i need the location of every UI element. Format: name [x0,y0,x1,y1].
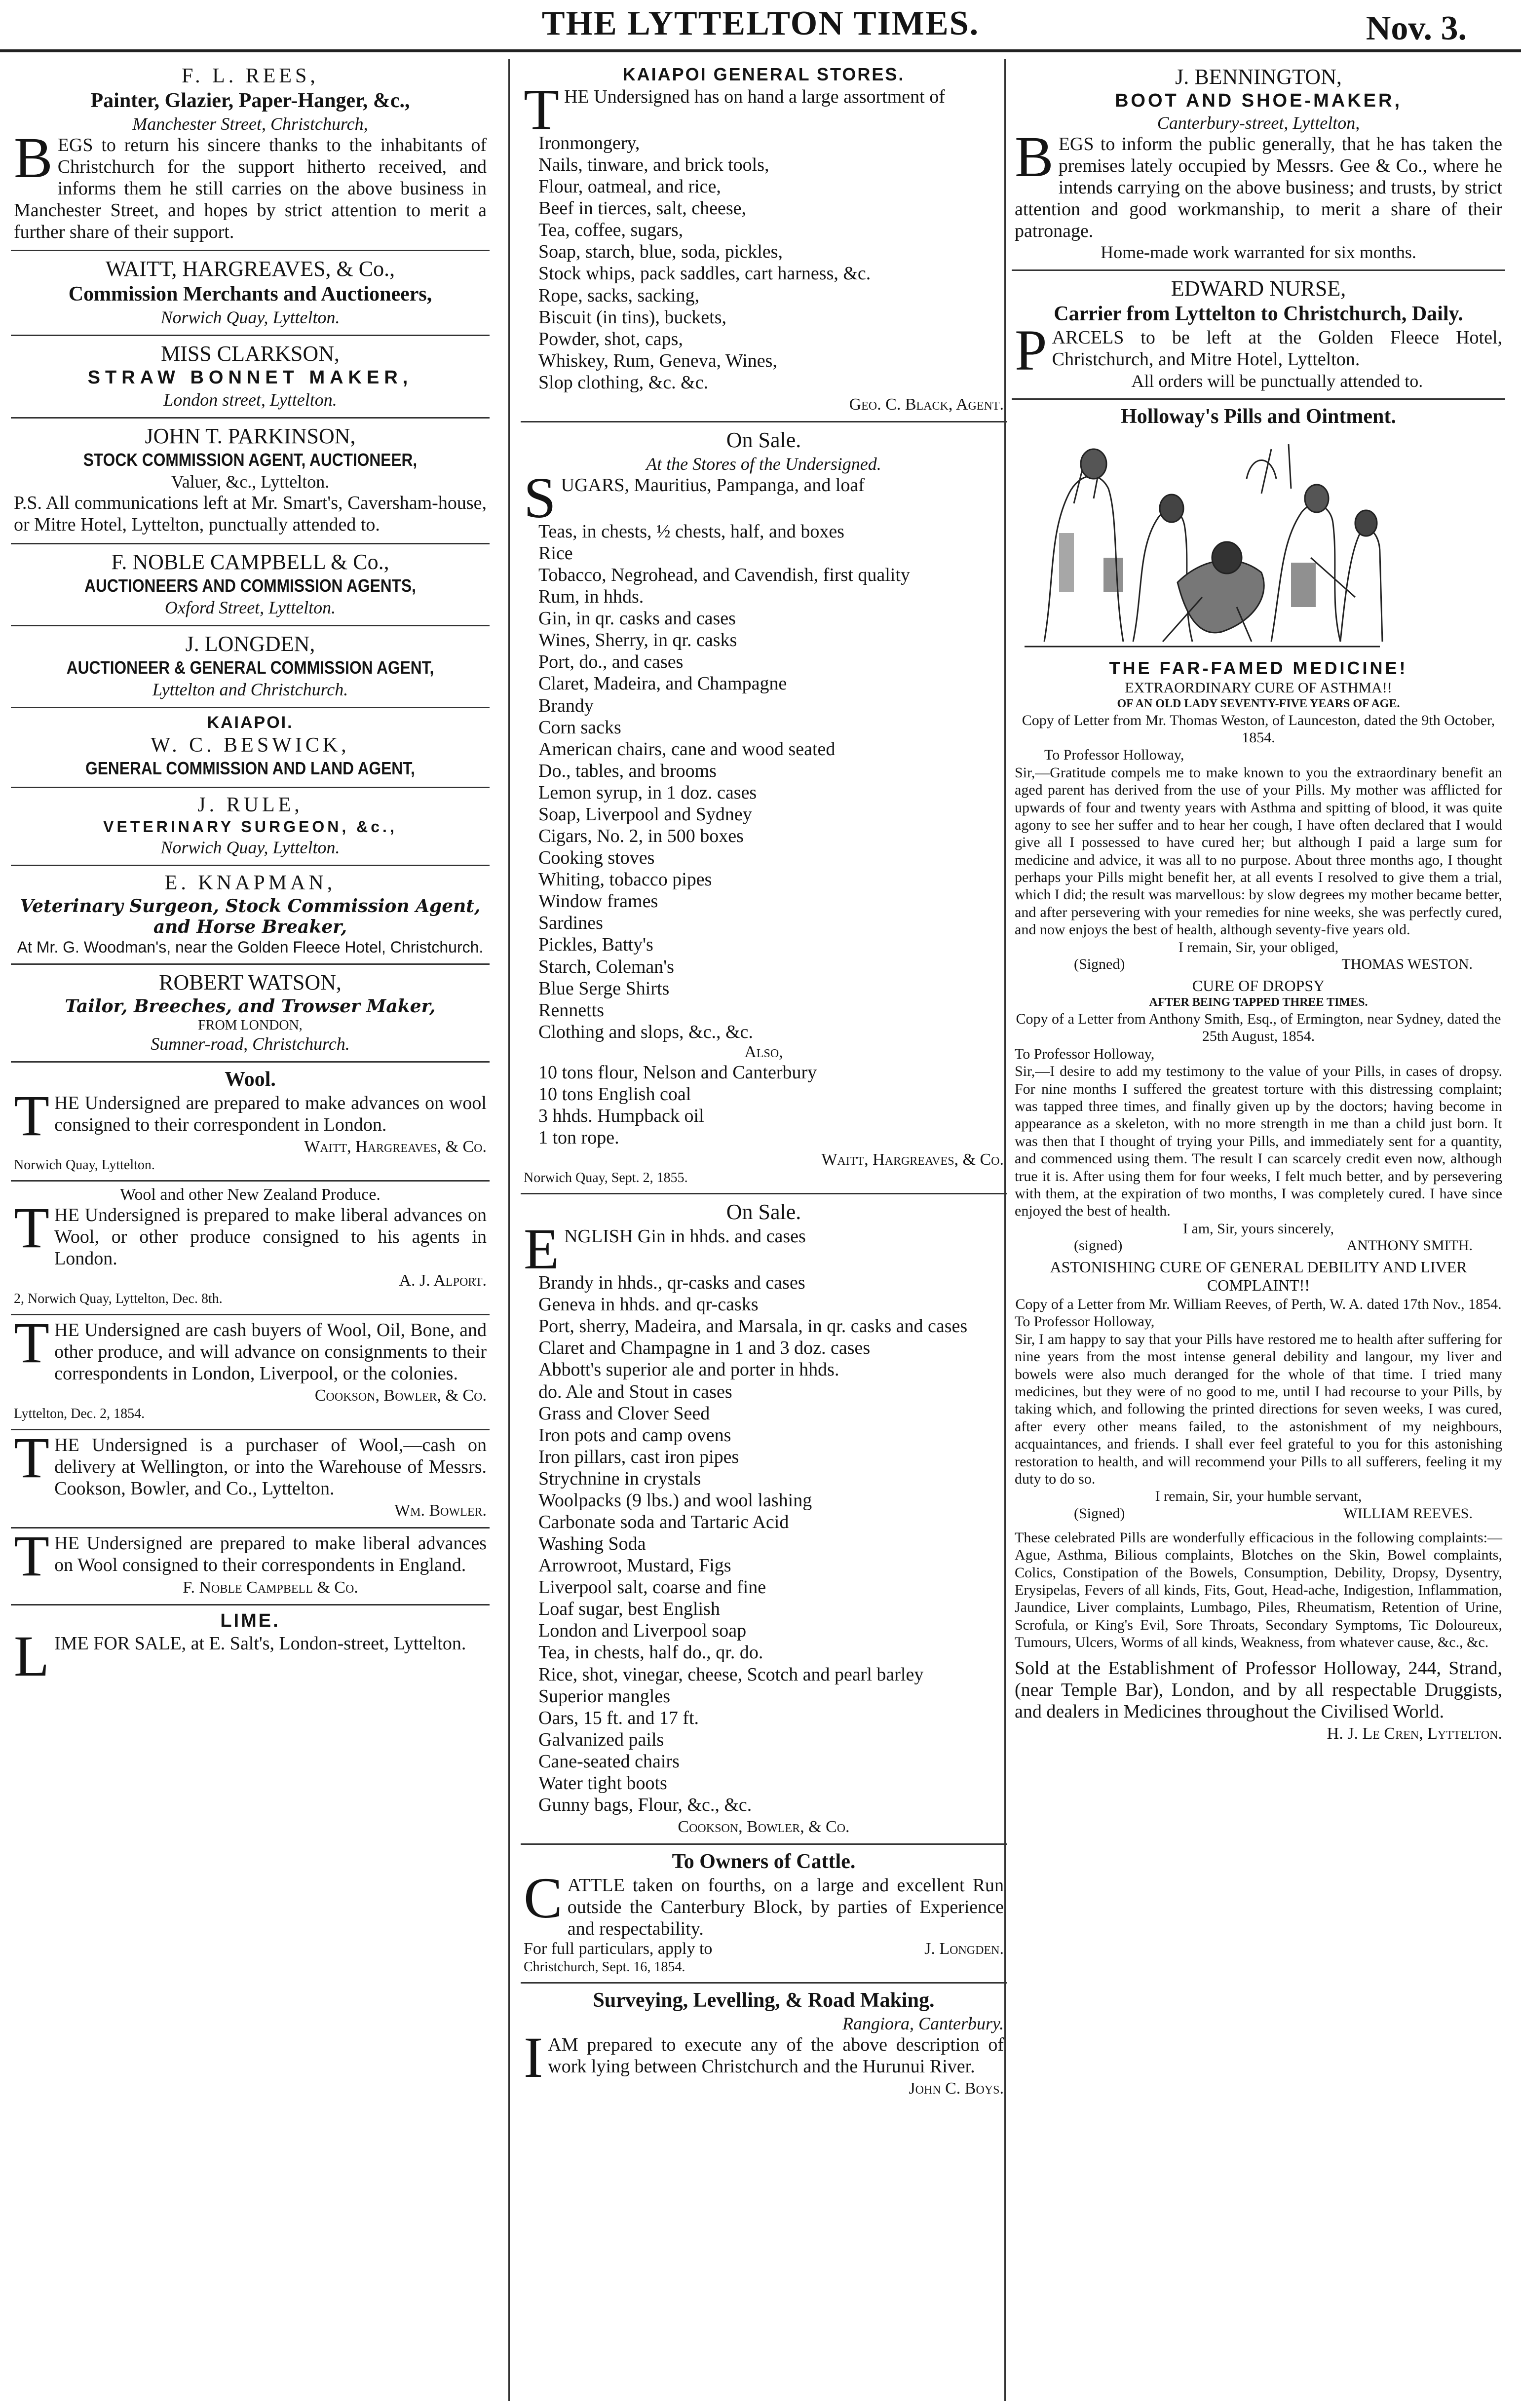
ad-line: FROM LONDON, [198,1017,303,1033]
signed-label: (signed) [1074,1237,1123,1254]
list-item: Ironmongery, [538,133,640,153]
ad-watson [11,965,490,1063]
ad-subtitle: Painter, Glazier, Paper-Hanger, &c., [90,89,410,112]
column-1 [11,59,490,2401]
ad-rees [11,59,490,251]
drop-cap: L [14,1623,50,1688]
testimonial-body: Sir,—Gratitude compels me to make known to you the extraordinary benefit an aged parent has derived from the use of your Pills. My mother was afflicted for upwards of four and twenty years with Asthma and spitting of blood, it was quite agony to see her suffer and to hear her cough, I have often declared that I would give all I possessed to have cured her; but although I paid a large sum for medicine and advice, it was all to no purpose. About three months ago, I thought perhaps your Pills might benefit her, at all events I resolved to give them a trial, which I did; the result was marvellous: by slow degrees my mother became better, and after persevering with your remedies for nine weeks, she was perfectly cured, and now enjoys the best of health, although seventy-five years old. [1015,764,1502,938]
ad-body: HE Undersigned is prepared to make liberal advances on Wool, or other produce consigned to his agents in London. [54,1204,487,1269]
list-item: Carbonate soda and Tartaric Acid [538,1511,789,1532]
ad-subtitle: Veterinary Surgeon, Stock Commission Agent, and Horse Breaker, [20,895,481,937]
testimonial-body: Sir, I am happy to say that your Pills have restored me to health after suffering for nine years from the most intense general debility and langour, my liver and bowels were also much deranged for the whole of that time. I tried many medicines, but they were of no good to me, until I had recourse to your Pills, by taking which, and following the printed directions for seven weeks, I was cured, after every other means failed, to the astonishment of my neighbours, acquaintances, and friends. I shall ever feel grateful to you for this astonishing restoration to health, and will recommend your Pills to all sufferers, feeling it my duty to do so. [1015,1331,1502,1487]
masthead-rule [0,49,1521,52]
ad-title: E. KNAPMAN, [164,871,336,894]
drop-cap: B [14,125,53,190]
ad-address: Norwich Quay, Lyttelton. [160,837,340,857]
drop-cap: S [524,465,556,530]
list-item: Gunny bags, Flour, &c., &c. [538,1795,752,1815]
ad-subtitle: STRAW BONNET MAKER, [87,367,413,388]
column-2 [521,59,1007,2401]
list-item: Pickles, Batty's [538,934,653,956]
ad-signature: Geo. C. Black, Agent. [849,395,1004,414]
list-item: Tea, in chests, half do., qr. do. [538,1642,763,1663]
ad-title: F. L. REES, [182,65,319,87]
ad-body: ATTLE taken on fourths, on a large and excellent Run outside the Canterbury Block, by parties of Experience and respectability. [567,1875,1004,1940]
ad-clarkson [11,336,490,419]
ad-subheading: Rangiora, Canterbury. [842,2014,1004,2034]
testimonial-close: I remain, Sir, your humble servant, [1155,1488,1362,1505]
ad-lime [11,1605,490,1688]
ad-body: P.S. All communications left at Mr. Smart's, Caversham-house, or Mitre Hotel, Lyttelton, punctually attended to. [14,493,487,535]
signer-name: ANTHONY SMITH. [1346,1237,1473,1254]
testimonial-signature [1015,956,1502,973]
ad-note: Home-made work warranted for six months. [1101,242,1416,263]
drop-cap: T [14,1524,50,1589]
ad-subtitle: STOCK COMMISSION AGENT, AUCTIONEER, [83,450,418,470]
list-item: 10 tons flour, Nelson and Canterbury [538,1062,817,1083]
ad-title: J. LONGDEN, [185,631,315,656]
ad-body: At Mr. G. Woodman's, near the Golden Fleece Hotel, Christchurch. [17,938,484,956]
ad-heading: On Sale. [726,1200,801,1224]
ad-title: F. NOBLE CAMPBELL & Co., [111,549,389,574]
list-item: Tobacco, Negrohead, and Cavendish, first quality [538,565,910,586]
testimonial-heading: ASTONISHING CURE OF GENERAL DEBILITY AND LIVER COMPLAINT!! [1050,1258,1467,1295]
ad-heading: Wool. [225,1068,276,1091]
ad-heading: Surveying, Levelling, & Road Making. [593,1989,935,2012]
list-item: Cooking stoves [538,847,655,869]
ad-bennington [1012,59,1505,271]
ad-body: EGS to inform the public generally, that he has taken the premises lately occupied by Messrs. Gee & Co., where he intends carrying on the above business; and trusts, by strict attention and good workmanship, to merit a share of their patronage. [1015,134,1502,242]
list-item: Sardines [538,913,603,934]
ad-body: AM prepared to execute any of the above description of work lying between Christchurch and the Hurunui River. [548,2034,1004,2077]
drop-cap: T [14,1195,50,1260]
apply-text: For full particulars, apply to [524,1940,713,1958]
ad-signature: Waitt, Hargreaves, & Co. [304,1137,487,1156]
local-agent: H. J. Le Cren, Lyttelton. [1327,1724,1502,1743]
list-item: London and Liverpool soap [538,1620,747,1642]
issue-date: Nov. 3. [1366,9,1467,47]
newspaper-title: THE LYTTELTON TIMES. [541,4,980,42]
testimonial-salutation: To Professor Holloway, [1015,1313,1155,1330]
list-item: Biscuit (in tins), buckets, [538,306,727,328]
ad-heading: LIME. [220,1610,280,1631]
list-item: Brandy [538,695,594,716]
list-item: Rice [538,543,573,564]
ad-place: Christchurch, Sept. 16, 1854. [524,1959,685,1975]
ad-title: W. C. BESWICK, [151,733,350,757]
list-item: Port, do., and cases [538,651,684,673]
list-item: 1 ton rope. [538,1127,619,1148]
also-label: Also, [744,1042,783,1061]
testimonial-heading: CURE OF DROPSY [1192,977,1325,995]
ad-body: ARCELS to be left at the Golden Fleece Hotel, Christchurch, and Mitre Hotel, Lyttelton. [1052,327,1502,370]
ad-on-sale-waitt [521,422,1007,1194]
list-item: Galvanized pails [538,1729,664,1750]
ad-signature: Cookson, Bowler, & Co. [678,1818,850,1836]
ad-title: WAITT, HARGREAVES, & Co., [105,257,395,281]
ad-signature: Wm. Bowler. [394,1501,487,1520]
ad-title: ROBERT WATSON, [159,970,342,994]
list-item: Soap, starch, blue, soda, pickles, [538,241,783,263]
ad-title: J. RULE, [197,793,303,816]
testimonial-close: I am, Sir, yours sincerely, [1183,1220,1334,1237]
ad-subtitle: Tailor, Breeches, and Trowser Maker, [65,995,436,1017]
ad-signature: J. Longden. [924,1940,1004,1958]
list-item: Clothing and slops, &c., &c. [538,1021,753,1042]
list-item: Stock whips, pack saddles, cart harness, &c. [538,263,871,284]
apply-line [524,1940,1004,1958]
list-item: Whiting, tobacco pipes [538,869,712,890]
column-rule-1 [508,59,510,2401]
list-item: UGARS, Mauritius, Pampanga, and loaf [561,474,865,496]
banner: THE FAR-FAMED MEDICINE! [1109,657,1408,678]
drop-cap: T [524,77,560,142]
list-item: Liverpool salt, coarse and fine [538,1577,766,1598]
list-item: Cane-seated chairs [538,1751,680,1772]
list-item: Rennetts [538,999,604,1021]
list-item: Port, sherry, Madeira, and Marsala, in qr. casks and cases [538,1316,968,1337]
ad-subheading: At the Stores of the Undersigned. [646,454,881,474]
ad-body: IME FOR SALE, at E. Salt's, London-street, Lyttelton. [54,1633,466,1654]
list-item: Iron pots and camp ovens [538,1424,731,1446]
ad-place: Norwich Quay, Sept. 2, 1855. [524,1170,688,1186]
ad-subtitle: Commission Merchants and Auctioneers, [68,283,432,306]
list-item: Iron pillars, cast iron pipes [538,1446,739,1467]
testimonial-copy-line: Copy of Letter from Mr. Thomas Weston, of Launceston, dated the 9th October, 1854. [1022,712,1495,746]
list-item: American chairs, cane and wood seated [538,738,836,760]
ad-heading: Wool and other New Zealand Produce. [120,1185,380,1204]
list-item: Gin, in qr. casks and cases [538,608,736,629]
ad-note: All orders will be punctually attended to. [1131,371,1423,391]
ad-kicker: KAIAPOI. [207,713,294,732]
testimonial-heading: EXTRAORDINARY CURE OF ASTHMA!! [1125,679,1392,696]
ad-signature: Waitt, Hargreaves, & Co. [821,1150,1004,1169]
list-item: Beef in tierces, salt, cheese, [538,198,746,219]
list-item: Window frames [538,891,658,912]
ad-noble-campbell [11,544,490,626]
ad-heading: On Sale. [726,427,801,452]
drop-cap: P [1015,318,1047,383]
ad-signature: Cookson, Bowler, & Co. [314,1386,487,1405]
ad-knapman [11,866,490,965]
ad-body: HE Undersigned is a purchaser of Wool,—cash on delivery at Wellington, or into the Warehouse of Messrs. Cookson, Bowler, and Co., Lyttelton. [54,1435,487,1499]
list-item: Rum, in hhds. [538,586,644,608]
ad-address: Oxford Street, Lyttelton. [164,597,336,617]
list-item: Do., tables, and brooms [538,760,717,781]
ad-title: J. BENNINGTON, [1175,65,1342,89]
list-item: Grass and Clover Seed [538,1403,710,1424]
ad-body: HE Undersigned are prepared to make liberal advances on Wool consigned to their correspondents in England. [54,1533,487,1576]
sold-at: Sold at the Establishment of Professor Holloway, 244, Strand, (near Temple Bar), London, and by all respectable Druggists, and dealers in Medicines throughout the Civilised World. [1015,1657,1502,1722]
ad-place: 2, Norwich Quay, Lyttelton, Dec. 8th. [14,1291,223,1306]
testimonial-subheading: AFTER BEING TAPPED THREE TIMES. [1149,996,1368,1009]
list-item: Abbott's superior ale and porter in hhds. [538,1359,839,1380]
drop-cap: T [14,1083,50,1148]
signer-name: THOMAS WESTON. [1341,956,1473,973]
ad-place: Norwich Quay, Lyttelton. [14,1157,155,1173]
list-item: Nails, tinware, and brick tools, [538,154,769,176]
signed-label: (Signed) [1074,1505,1125,1522]
list-item: Woolpacks (9 lbs.) and wool lashing [538,1490,812,1511]
ad-address: Manchester Street, Christchurch, [132,114,368,134]
column-3 [997,59,1505,2401]
list-item: do. Ale and Stout in cases [538,1381,732,1402]
testimonial-copy-line: Copy of a Letter from Anthony Smith, Esq., of Ermington, near Sydney, dated the 25th August, 1854. [1016,1011,1501,1045]
drop-cap: E [524,1217,560,1282]
ad-subtitle: Carrier from Lyttelton to Christchurch, Daily. [1054,303,1463,326]
list-item: Water tight boots [538,1772,667,1794]
list-item: Teas, in chests, ½ chests, half, and boxes [538,521,844,542]
list-item: Loaf sugar, best English [538,1599,720,1620]
goods-list-extra [524,1062,1004,1148]
list-item: Tea, coffee, sugars, [538,220,684,241]
testimonial-signature [1015,1505,1502,1522]
testimonial-salutation: To Professor Holloway, [1044,747,1184,764]
ad-subtitle: BOOT AND SHOE-MAKER, [1114,90,1403,111]
list-item: Claret, Madeira, and Champagne [538,673,787,694]
testimonial-signature [1015,1237,1502,1254]
drop-cap: I [524,2025,543,2090]
complaints-list: These celebrated Pills are wonderfully efficacious in the following complaints:— Ague, Asthma, Bilious complaints, Blotches on the Skin, Bowel complaints, Colics, Constipation of the Bowels, Consumption, Debility, Dropsy, Dysentry, Erysipelas, Fevers of all kinds, Fits, Gout, Head-ache, Indigestion, Inflammation, Jaundice, Liver complaints, Lumbago, Piles, Rheumatism, Retention of Urine, Scrofula, or King's Evil, Sore Throats, Secondary Symptoms, Tic Doloureux, Tumours, Ulcers, Worms of all kinds, Weakness, from whatever cause, &c., &c. [1015,1529,1502,1651]
list-item: Geneva in hhds. and qr-casks [538,1294,759,1315]
ad-cattle [521,1845,1007,1984]
list-item: Starch, Coleman's [538,956,674,977]
list-item: Brandy in hhds., qr-casks and cases [538,1272,805,1294]
ad-subtitle: VETERINARY SURGEON, &c., [103,817,397,836]
list-item: 10 tons English coal [538,1083,691,1105]
ad-subtitle: AUCTIONEER & GENERAL COMMISSION AGENT, [66,657,434,678]
ad-heading: Holloway's Pills and Ointment. [1121,405,1396,428]
masthead [0,0,1521,49]
goods-list [524,1272,1004,1816]
engraving-illustration [1015,434,1390,651]
ad-subtitle: AUCTIONEERS AND COMMISSION AGENTS, [84,575,416,596]
ad-address: Sumner-road, Christchurch. [151,1033,350,1054]
list-item: Rice, shot, vinegar, cheese, Scotch and pearl barley [538,1664,924,1685]
ad-place: Lyttelton, Dec. 2, 1854. [14,1406,145,1422]
list-item: Washing Soda [538,1533,646,1555]
list-item: Corn sacks [538,717,621,738]
ad-holloway [1012,400,1505,1750]
ad-on-sale-cookson [521,1194,1007,1845]
list-item: Strychnine in crystals [538,1468,701,1489]
ad-bowler [11,1425,490,1529]
list-item: Oars, 15 ft. and 17 ft. [538,1707,699,1728]
list-item: Whiskey, Rum, Geneva, Wines, [538,350,777,371]
testimonial-salutation: To Professor Holloway, [1015,1045,1155,1062]
list-item: Blue Serge Shirts [538,978,670,999]
ad-subtitle: GENERAL COMMISSION AND LAND AGENT, [85,758,415,778]
ad-body: HE Undersigned are prepared to make advances on wool consigned to their correspondent in London. [54,1092,487,1135]
ad-body: EGS to return his sincere thanks to the inhabitants of Christchurch for the support hitherto received, and informs them he still carries on the above business in Manchester Street, and hopes by strict attention to merit a further share of their support. [14,135,487,243]
ad-intro: HE Undersigned has on hand a large assortment of [564,86,945,107]
list-item: Flour, oatmeal, and rice, [538,176,721,197]
list-item: 3 hhds. Humpback oil [538,1105,704,1126]
drop-cap: T [14,1425,50,1491]
ad-address: Norwich Quay, Lyttelton. [160,307,340,328]
ad-waitt-hargreaves [11,251,490,336]
drop-cap: B [1015,124,1054,189]
ad-heading: To Owners of Cattle. [672,1850,856,1873]
ad-body: HE Undersigned are cash buyers of Wool, Oil, Bone, and other produce, and will advance on consignments to their correspondents in London, Liverpool, or the colonies. [54,1319,487,1384]
list-item: Superior mangles [538,1685,671,1707]
ad-signature: John C. Boys. [909,2079,1004,2098]
list-item: Powder, shot, caps, [538,328,683,349]
ad-alport [11,1182,490,1315]
testimonial-close: I remain, Sir, your obliged, [1178,939,1339,956]
ad-longden [11,626,490,708]
list-item: Wines, Sherry, in qr. casks [538,630,737,651]
list-item: Arrowroot, Mustard, Figs [538,1555,731,1576]
ad-title: MISS CLARKSON, [161,342,340,366]
ad-surveying [521,1984,1007,2105]
ad-address: Canterbury-street, Lyttelton, [1157,113,1360,133]
list-item: Soap, Liverpool and Sydney [538,803,752,825]
ad-noble-campbell-wool [11,1524,490,1605]
signed-label: (Signed) [1074,956,1125,973]
testimonial-copy-line: Copy of a Letter from Mr. William Reeves, of Perth, W. A. dated 17th Nov., 1854. [1015,1296,1502,1313]
ad-heading: KAIAPOI GENERAL STORES. [622,64,905,84]
list-item: Cigars, No. 2, in 500 boxes [538,826,744,847]
list-item: Slop clothing, &c. &c. [538,372,709,393]
ad-beswick [11,708,490,788]
ad-line: Valuer, &c., Lyttelton. [171,472,330,492]
testimonial-subheading: OF AN OLD LADY SEVENTY-FIVE YEARS OF AGE. [1117,697,1400,710]
ad-signature: A. J. Alport. [399,1271,487,1290]
ad-parkinson [11,419,490,544]
list-item: Lemon syrup, in 1 doz. cases [538,782,757,803]
testimonial-body: Sir,—I desire to add my testimony to the value of your Pills, in cases of dropsy. For nine months I suffered the greatest torture with this distressing complaint; was tapped three times, and finally given up by the doctors; having become in appearance as a skeleton, with no more strength in me than a child just born. It was then that I thought of trying your Pills, and immediately sent for a quantity, and commenced using them. The result I can scarcely credit even now, although true it is. After using them for four weeks, I felt much better, and by persevering with them, at the expiration of two months, I was completely cured. I have since enjoyed the best of health. [1015,1063,1502,1220]
list-item: NGLISH Gin in hhds. and cases [564,1226,806,1247]
ad-nurse [1012,271,1505,399]
ad-cookson-buyers [11,1310,490,1430]
ad-signature: F. Noble Campbell & Co. [183,1578,358,1597]
ad-address: London street, Lyttelton. [163,390,337,410]
ad-rule [11,788,490,866]
list-item: Rope, sacks, sacking, [538,285,700,306]
ad-title: EDWARD NURSE, [1171,276,1346,301]
goods-list [524,132,1004,393]
ad-wool [11,1063,490,1182]
list-item: Claret and Champagne in 1 and 3 doz. cases [538,1338,871,1359]
ad-kaiapoi-stores [521,59,1007,422]
ad-address: Lyttelton and Christchurch. [152,679,348,699]
signer-name: WILLIAM REEVES. [1343,1505,1473,1522]
goods-list [524,521,1004,1043]
drop-cap: T [14,1310,50,1375]
ad-title: JOHN T. PARKINSON, [145,424,356,449]
drop-cap: C [524,1866,563,1931]
